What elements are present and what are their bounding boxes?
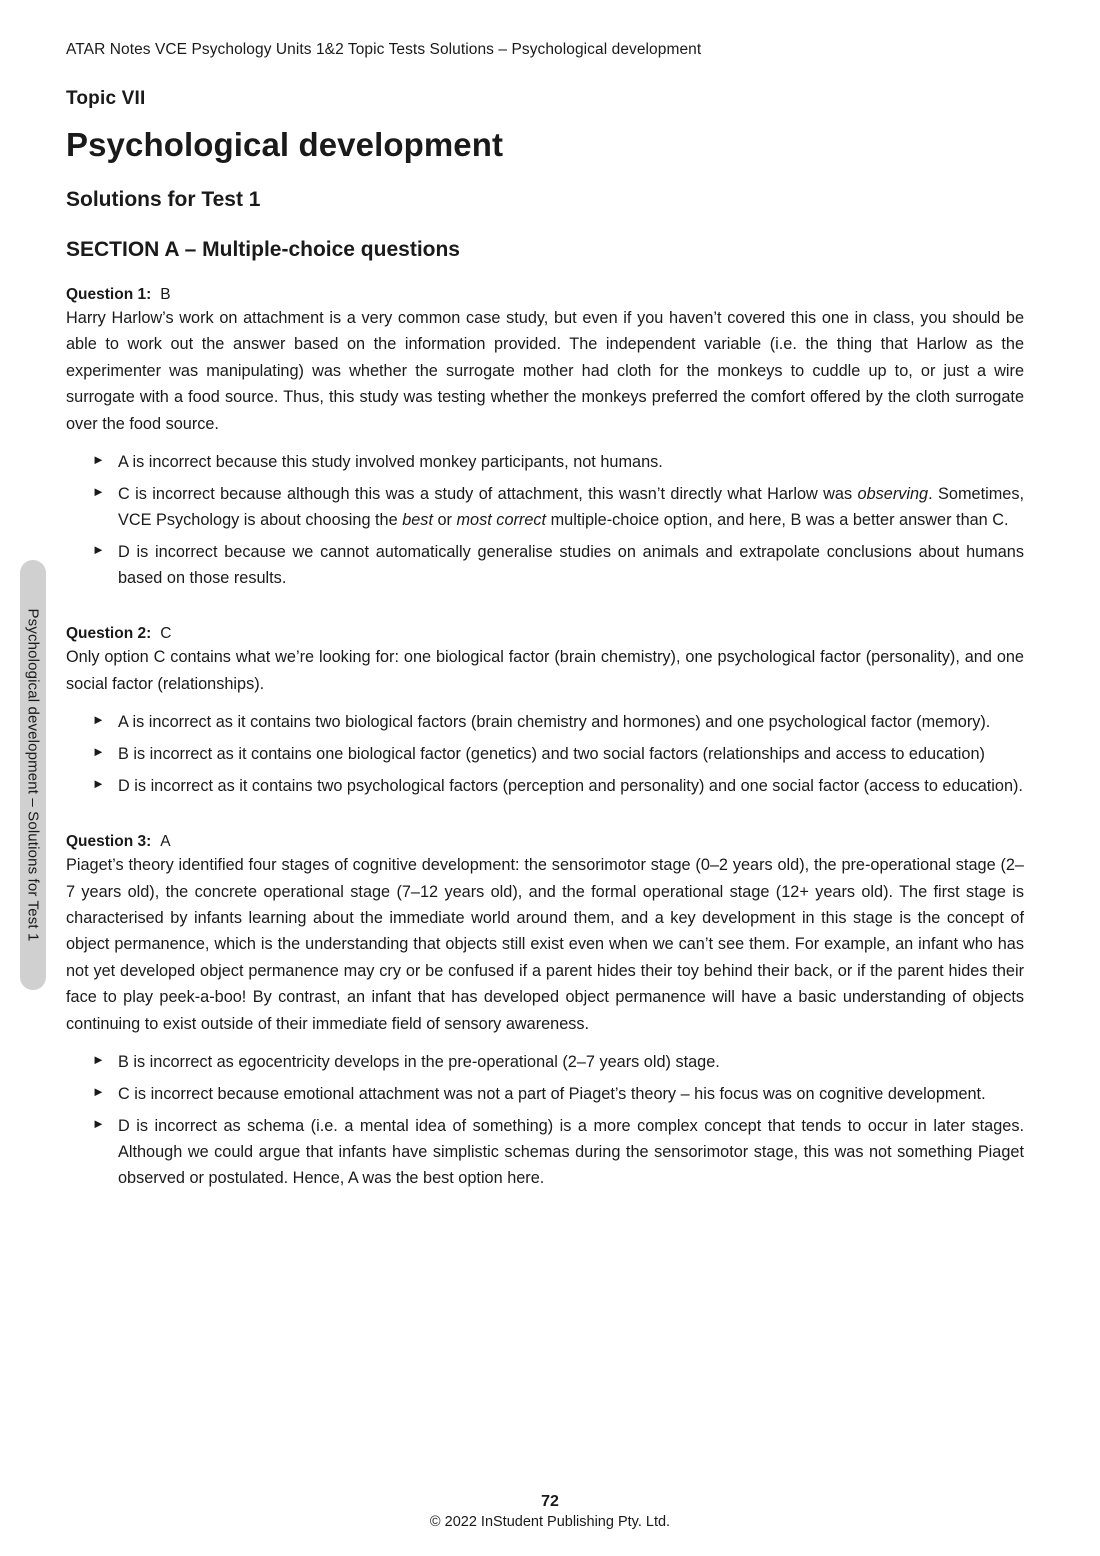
list-item <box>66 1049 1024 1075</box>
question-block <box>66 833 1024 1191</box>
question-heading <box>66 833 1024 851</box>
page-title: Psychological development <box>66 126 504 163</box>
list-item-text: D is incorrect because we cannot automatically generalise studies on animals and extrapolate conclusions about humans based on those results. <box>118 543 1024 588</box>
side-tab <box>20 560 46 990</box>
bullet-list <box>66 449 1024 591</box>
triangle-right-icon: ► <box>92 484 105 500</box>
triangle-right-icon: ► <box>92 1116 105 1132</box>
running-header: ATAR Notes VCE Psychology Units 1&2 Topic Tests Solutions – Psychological development <box>66 41 702 58</box>
question-label: Question 1: <box>66 286 152 303</box>
page-content <box>66 0 1024 1191</box>
question-answer: A <box>160 833 171 851</box>
question-answer: C <box>160 625 172 643</box>
list-item-text: A is incorrect because this study involved monkey participants, not humans. <box>118 452 663 471</box>
list-item-text: A is incorrect as it contains two biological factors (brain chemistry and hormones) and one psychological factor (memory). <box>118 713 991 732</box>
triangle-right-icon: ► <box>92 1051 105 1067</box>
list-item-text: B is incorrect as egocentricity develops in the pre-operational (2–7 years old) stage. <box>118 1052 720 1071</box>
question-answer: B <box>160 286 171 303</box>
list-item <box>66 741 1024 767</box>
triangle-right-icon: ► <box>92 712 105 728</box>
topic-label: Topic VII <box>66 88 146 109</box>
list-item <box>66 709 1024 735</box>
list-item-text: B is incorrect as it contains one biological factor (genetics) and two social factors (relationships and access to education) <box>118 745 985 764</box>
question-explanation: Only option C contains what we’re looking for: one biological factor (brain chemistry), one psychological factor (personality), and one social factor (relationships). <box>66 648 1024 693</box>
question-heading <box>66 286 1024 304</box>
page-number: 72 <box>541 1493 559 1510</box>
bullet-list <box>66 709 1024 799</box>
triangle-right-icon: ► <box>92 451 105 467</box>
question-explanation: Piaget’s theory identified four stages of cognitive development: the sensorimotor stage (0–2 years old), the pre-operational stage (2–7 years old), the concrete operational stage (7–12 years old), and the formal operational stage (12+ years old). The first stage is characterised by infants learning about the immediate world around them, and a key development in this stage is the concept of object permanence, which is the understanding that objects still exist even when we can’t see them. For example, an infant who has not yet developed object permanence may cry or be confused if a parent hides their toy behind their back, or if the parent hides their face to play peek-a-boo! By contrast, an infant that has developed object permanence will have a basic understanding of objects continuing to exist outside of their immediate field of sensory awareness. <box>66 856 1024 1033</box>
list-item-text: D is incorrect as schema (i.e. a mental idea of something) is a more complex concept that tends to occur in later stages. Although we could argue that infants have simplistic schemas during the sensorimotor stage, this was not something Piaget observed or postulated. Hence, A was the best option here. <box>118 1117 1024 1188</box>
list-item-text: C is incorrect because although this was a study of attachment, this wasn’t directly what Harlow was observing. Sometimes, VCE Psychology is about choosing the best or most correct multiple-choice option, and here, B was a better answer than C. <box>118 485 1024 530</box>
question-heading <box>66 625 1024 643</box>
page-footer <box>0 1493 1100 1530</box>
question-label: Question 3: <box>66 833 152 851</box>
list-item-text: D is incorrect as it contains two psychological factors (perception and personality) and one social factor (access to education). <box>118 777 1023 796</box>
list-item <box>66 773 1024 799</box>
copyright-notice: © 2022 InStudent Publishing Pty. Ltd. <box>429 1514 671 1530</box>
triangle-right-icon: ► <box>92 744 105 760</box>
solutions-subtitle: Solutions for Test 1 <box>66 188 261 211</box>
bullet-list <box>66 1049 1024 1191</box>
question-block <box>66 286 1024 591</box>
list-item <box>66 1113 1024 1191</box>
triangle-right-icon: ► <box>92 542 105 558</box>
question-block <box>66 625 1024 799</box>
list-item <box>66 539 1024 591</box>
question-explanation: Harry Harlow’s work on attachment is a very common case study, but even if you haven’t covered this one in class, you should be able to work out the answer based on the information provided. The independent variable (i.e. the thing that Harlow as the experimenter was manipulating) was whether the surrogate mother had cloth for the monkeys to cuddle up to, or just a wire surrogate with a food source. Thus, this study was testing whether the monkeys preferred the comfort offered by the cloth surrogate over the food source. <box>66 309 1024 433</box>
side-tab-label: Psychological development – Solutions for Test 1 <box>24 608 42 942</box>
list-item <box>66 481 1024 533</box>
triangle-right-icon: ► <box>92 1084 105 1100</box>
section-heading: SECTION A – Multiple-choice questions <box>66 238 460 261</box>
list-item-text: C is incorrect because emotional attachment was not a part of Piaget’s theory – his focus was on cognitive development. <box>118 1085 986 1104</box>
question-label: Question 2: <box>66 625 152 643</box>
triangle-right-icon: ► <box>92 776 105 792</box>
list-item <box>66 449 1024 475</box>
list-item <box>66 1081 1024 1107</box>
